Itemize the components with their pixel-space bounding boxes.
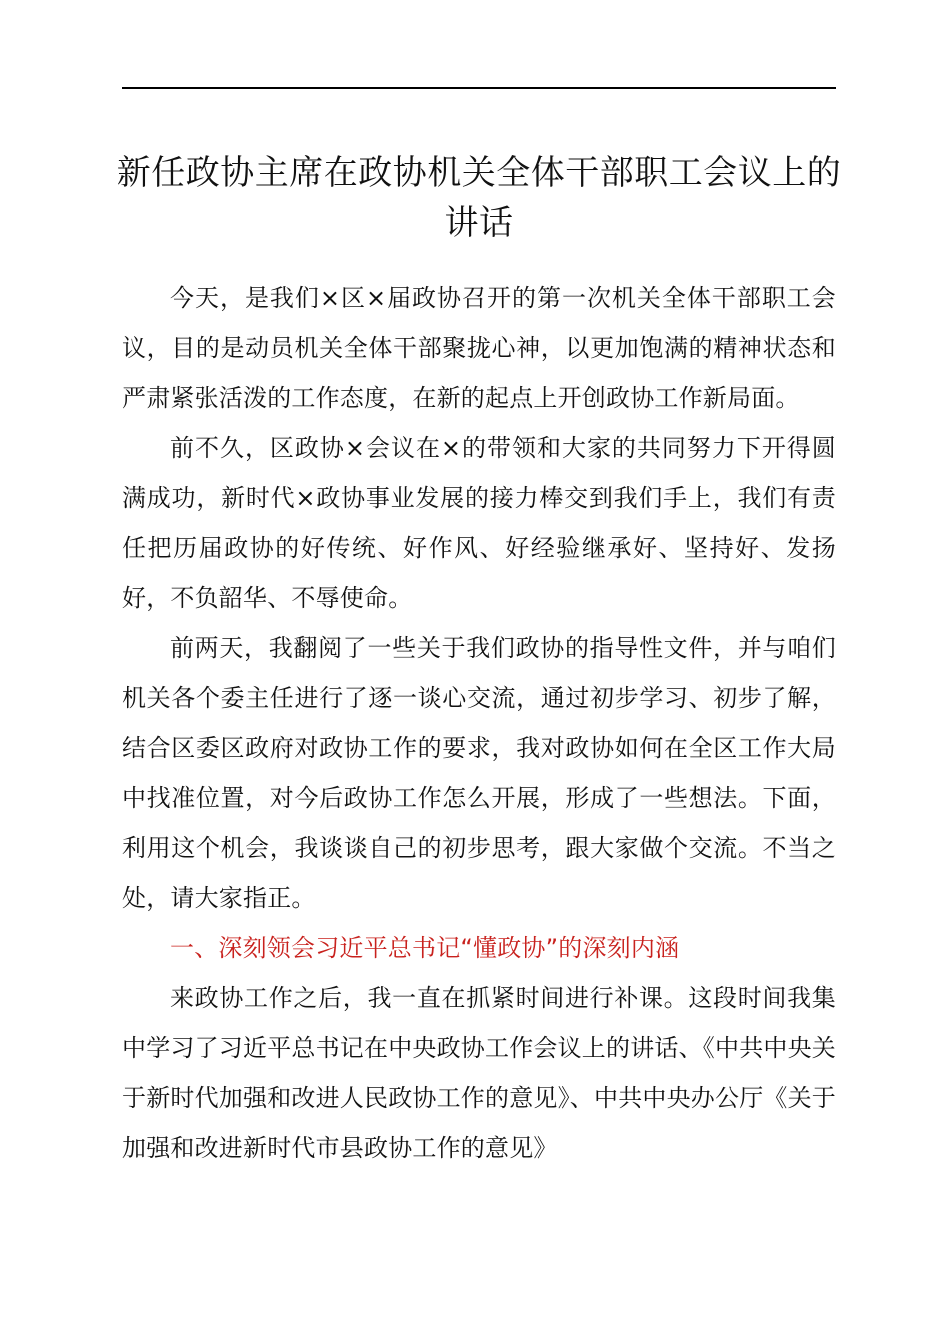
header-rule: [122, 87, 836, 89]
document-title: 新任政协主席在政协机关全体干部职工会议上的讲话: [116, 153, 842, 243]
paragraph-3: 前两天，我翻阅了一些关于我们政协的指导性文件，并与咱们机关各个委主任进行了逐一谈心交流，通过初步学习、初步了解，结合区委区政府对政协工作的要求，我对政协如何在全区工作大局中找准位置，对今后政协工作怎么开展，形成了一些想法。下面，利用这个机会，我谈谈自己的初步思考，跟大家做个交流。不当之处，请大家指正。: [122, 634, 836, 912]
section-paragraph: 来政协工作之后，我一直在抓紧时间进行补课。这段时间我集中学习了习近平总书记在中央政协工作会议上的讲话、《中共中央关于新时代加强和改进人民政协工作的意见》、中共中央办公厅《关于加强和改进新时代市县政协工作的意见》: [122, 984, 836, 1162]
paragraph-2: 前不久，区政协×会议在×的带领和大家的共同努力下开得圆满成功，新时代×政协事业发展的接力棒交到我们手上，我们有责任把历届政协的好传统、好作风、好经验继承好、坚持好、发扬好，不负韶华、不辱使命。: [122, 434, 836, 612]
section-heading: 一、深刻领会习近平总书记“懂政协”的深刻内涵: [170, 934, 680, 962]
document-body: [122, 273, 836, 1173]
paragraph-1: 今天，是我们×区×届政协召开的第一次机关全体干部职工会议，目的是动员机关全体干部聚拢心神，以更加饱满的精神状态和严肃紧张活泼的工作态度，在新的起点上开创政协工作新局面。: [122, 284, 836, 412]
